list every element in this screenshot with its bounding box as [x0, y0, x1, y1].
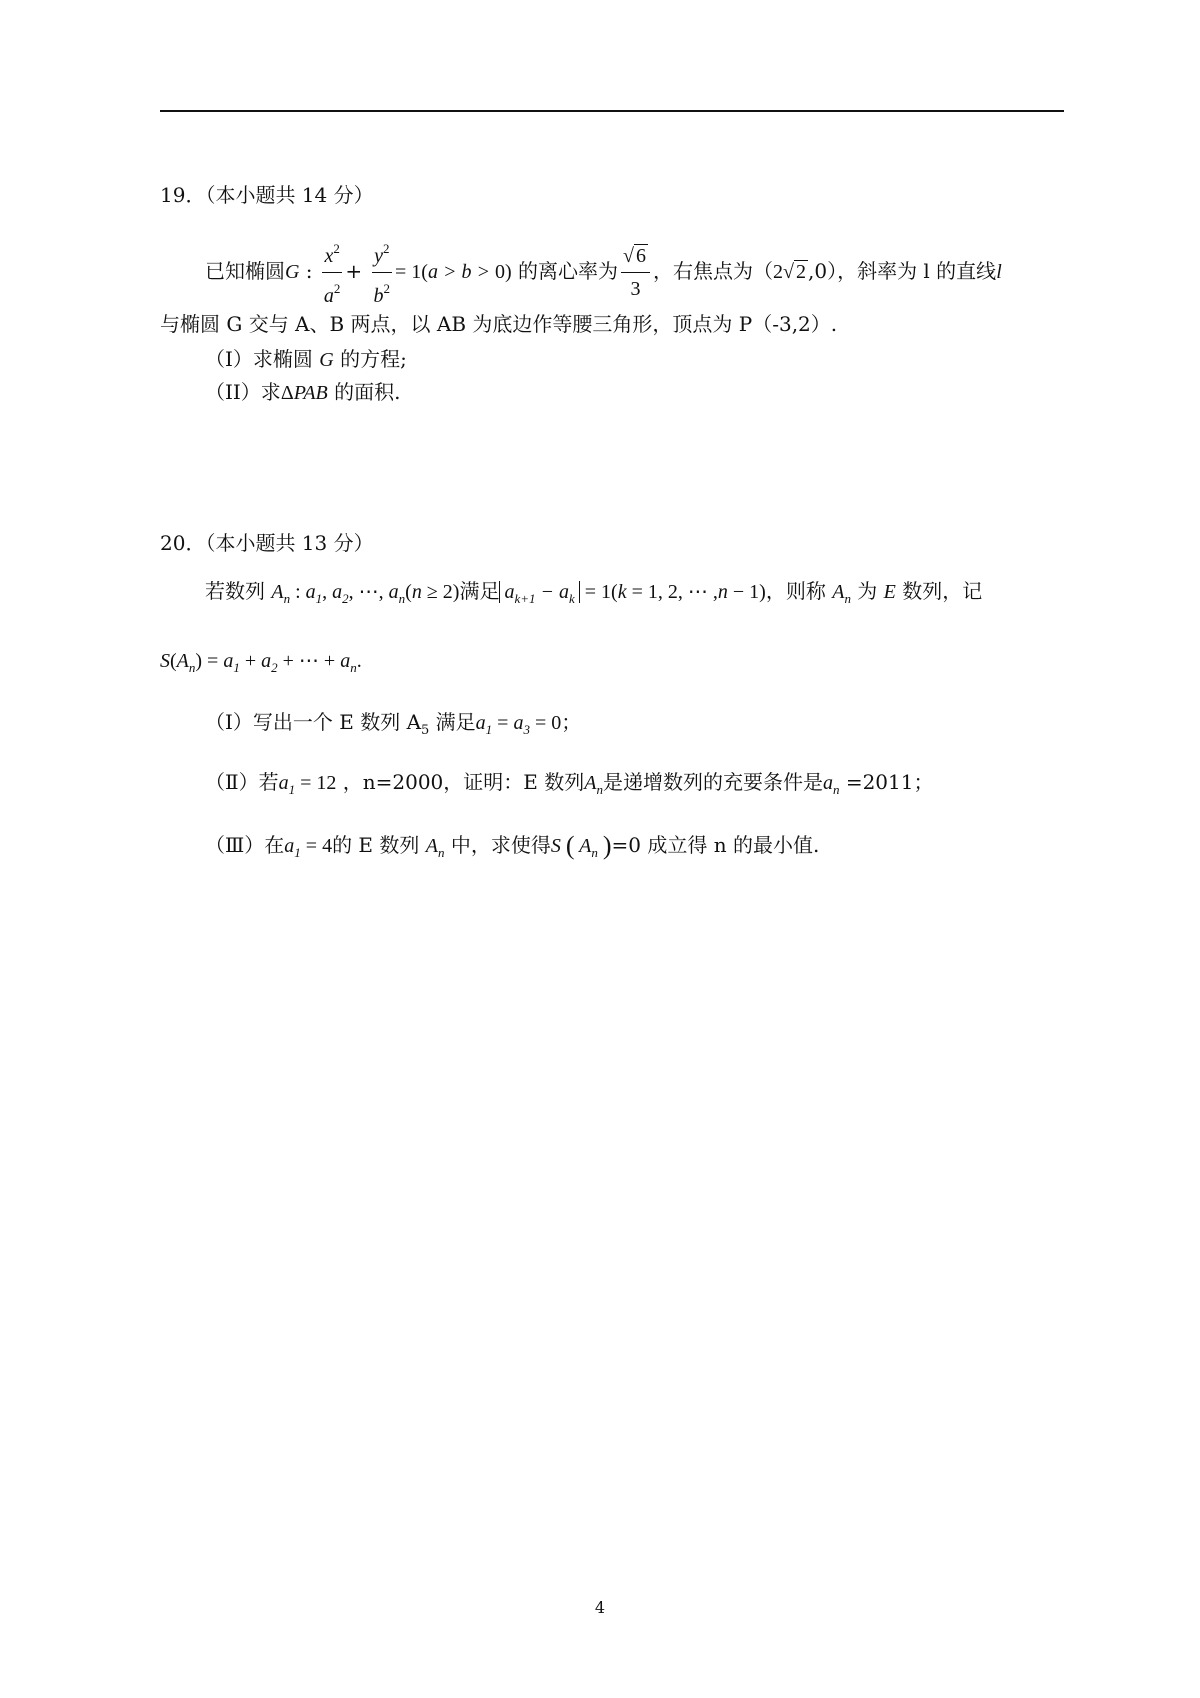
q19-part1-suffix: 的方程; — [340, 347, 407, 371]
page-number: 4 — [594, 1598, 606, 1617]
q19-line2: 与椭圆 G 交与 A、B 两点，以 AB 为底边作等腰三角形，顶点为 P（-3,2）. — [160, 312, 838, 336]
q20-header: 20．（本小题共 13 分） — [160, 531, 374, 555]
q20-part3-suffix: =0 成立得 n 的最小值. — [611, 833, 820, 857]
q20-e-seq: 数列，记 — [902, 579, 983, 603]
q20-intro: 若数列 — [205, 579, 265, 603]
q20-part1-prefix: （Ⅰ）写出一个 E 数列 A — [205, 710, 422, 734]
y2-over-b2: $\frac{y^2}{b^2}$ — [373, 241, 391, 307]
q19-part2-prefix: （II）求 — [205, 380, 281, 404]
q19-statement: 已知椭圆G : $\frac{x^2}{a^2}$ + $\frac{y^2}{b^2}$ = 1(a > b > 0) 的离心率为 $\frac{√ 6}{3}$ ，右焦点为（2√ 2 ,0），斜率为 l 的直线l — [205, 236, 1002, 309]
q20-part3: （Ⅲ）在$a_1 = 4$的 E 数列 $A_n$ 中，求使得S ( $A_n$ )=0 成立得 n 的最小值. — [205, 831, 820, 860]
q20-part2-n: ，n=2000，证明：E 数列 — [342, 770, 585, 794]
q20-part1-suffix: ； — [561, 710, 582, 734]
q20-part1-mid: 满足 — [435, 710, 476, 734]
q20-satisfy: 满足 — [459, 579, 500, 603]
q20-part3-mid2: 中，求使得 — [450, 833, 551, 857]
q20-part3-mid: 的 E 数列 — [332, 833, 420, 857]
q19-header: 19．（本小题共 14 分） — [160, 183, 374, 207]
q20-sum-def: $S(A_n) = a_1 + a_2$ + ⋯ + $a_n$. — [160, 650, 362, 675]
q20-is: 为 — [857, 579, 878, 603]
q20-called: ，则称 — [765, 579, 826, 603]
q20-part1-sub: 5 — [421, 723, 430, 738]
q19-focus-tail: ,0），斜率为 l 的直线 — [807, 259, 997, 283]
q19-part2-suffix: 的面积. — [334, 380, 401, 404]
q19-focus-label: ，右焦点为（ — [653, 259, 773, 283]
q20-part2-prefix: （Ⅱ）若 — [205, 770, 279, 794]
q19-part2: （II）求ΔPAB 的面积. — [205, 380, 401, 404]
q19-part1-prefix: （I）求椭圆 — [205, 347, 313, 371]
q20-statement: 若数列 $A_n$ : $a_1$, $a_2$, ⋯, $a_n(n \ge 2)$满足 $a_{k+1} - a_k = 1(k = 1$, 2, ⋯ ,n − 1)，则称 $A_n$ 为 E 数列，记 — [205, 579, 983, 606]
q20-part3-prefix: （Ⅲ）在 — [205, 833, 285, 857]
q19-intro: 已知椭圆 — [205, 259, 285, 283]
q20-part2: （Ⅱ）若$a_1 = 12$ ，n=2000，证明：E 数列$A_n$是递增数列的充要条件是$a_n =2011$； — [205, 770, 934, 797]
q19-ecc-label: 的离心率为 — [518, 259, 619, 283]
x2-over-a2: $\frac{x^2}{a^2}$ — [323, 241, 341, 307]
q20-part2-suffix: =2011； — [845, 770, 934, 794]
sqrt6-over-3: $\frac{√ 6}{3}$ — [621, 243, 650, 302]
q19-part1: （I）求椭圆 G 的方程; — [205, 347, 407, 371]
q20-part1: （Ⅰ）写出一个 E 数列 $A_5$ 满足$a_1 = a_3 = 0$； — [205, 710, 582, 738]
header-rule — [160, 110, 1064, 112]
q20-part2-mid: 是递增数列的充要条件是 — [602, 770, 823, 794]
